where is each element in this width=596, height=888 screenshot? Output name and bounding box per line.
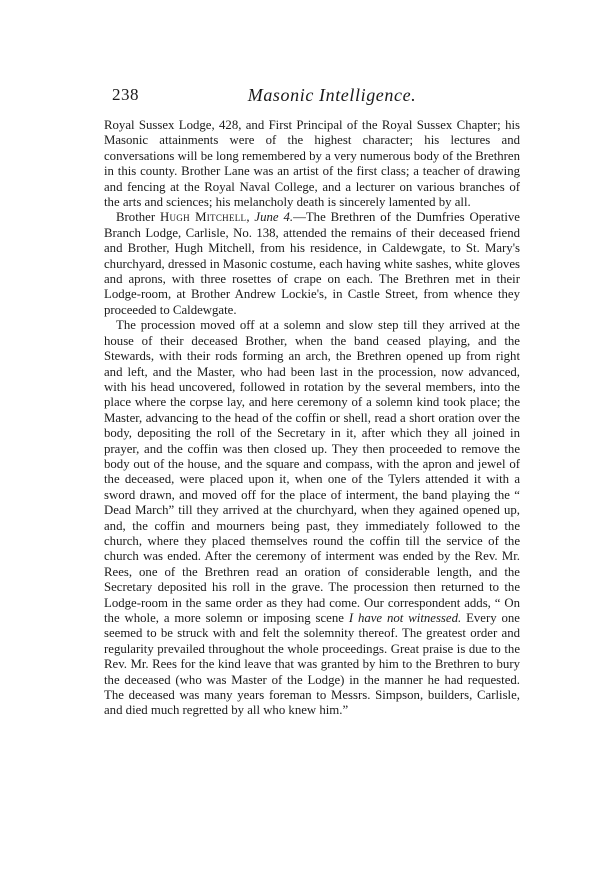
running-title: Masonic Intelligence. <box>247 85 417 105</box>
paragraph-3-part-b: Every one seemed to be struck with and felt the solemnity thereof. The greatest order and regularity prevailed throughout the whole proceedings. Great praise is due to the Rev. Mr. Rees for the kind leave that was granted by him to the Brethren to bury the deceased (who was Master of the Lodge) in the manner he had requested. The deceased was many years foreman to Messrs. Simpson, builders, Carlisle, and died much regretted by all who knew him.” <box>104 611 520 718</box>
paragraph-2-text: —The Brethren of the Dumfries Operative Branch Lodge, Carlisle, No. 138, attended the remains of their deceased friend and Brother, Hugh Mitchell, from his residence, in Caldewgate, to St. Mary's churchyard, dressed in Masonic costume, each having white sashes, white gloves and aprons, with three rosettes of crape on each. The Brethren met in their Lodge-room, at Brother Andrew Lockie's, in Castle Street, from whence they proceeded to Caldewgate. <box>104 210 520 317</box>
article-body <box>104 118 520 719</box>
page-number: 238 <box>112 85 139 104</box>
paragraph-2-lead: Brother <box>116 210 160 225</box>
paragraph-1: Royal Sussex Lodge, 428, and First Principal of the Royal Sussex Chapter; his Masonic attainments were of the highest character; his lectures and conversations will be long remembered by a very numerous body of the Brethren in this county. Brother Lane was an artist of the first class; a teacher of drawing and fencing at the Royal Naval College, and a lecturer on various branches of the arts and sciences; his melancholy death is sincerely lamented by all. <box>104 118 520 210</box>
paragraph-3-part-a: The procession moved off at a solemn and slow step till they arrived at the house of their deceased Brother, when the band ceased playing, and the Stewards, with their rods forming an arch, the Brethren opened up from right and left, and the Master, who had been last in the procession, now advanced, with his head uncovered, followed in rotation by the several members, into the place where the corpse lay, and here ceremony of a solemn kind took place; the Master, advancing to the head of the coffin or shell, read a short oration over the body, depositing the roll of the Secretary in it, after which they all joined in prayer, and the coffin was then closed up. They then proceeded to remove the body out of the house, and the square and compass, with the apron and jewel of the deceased, were placed upon it, when one of the Tylers attended it with a sword drawn, and moved off for the place of interment, the band playing the “ Dead March” till they arrived at the churchyard, when they agained opened up, and, the coffin and mourners being past, they immediately followed to the church, where they placed themselves round the coffin till the service of the church was ended. After the ceremony of interment was ended by the Rev. Mr. Rees, one of the Brethren read an oration of considerable length, and the Secretary deposited his roll in the grave. The procession then returned to the Lodge-room in the same order as they had come. Our correspondent adds, “ On the whole, a more solemn or imposing scene <box>104 318 520 625</box>
deceased-name: Hugh Mitchell <box>159 210 247 225</box>
entry-date: , June 4. <box>246 210 294 225</box>
paragraph-3-italic: I have not witnessed. <box>348 611 462 625</box>
page-header <box>104 85 520 111</box>
paragraph-3 <box>104 318 520 719</box>
paragraph-2 <box>104 210 520 318</box>
